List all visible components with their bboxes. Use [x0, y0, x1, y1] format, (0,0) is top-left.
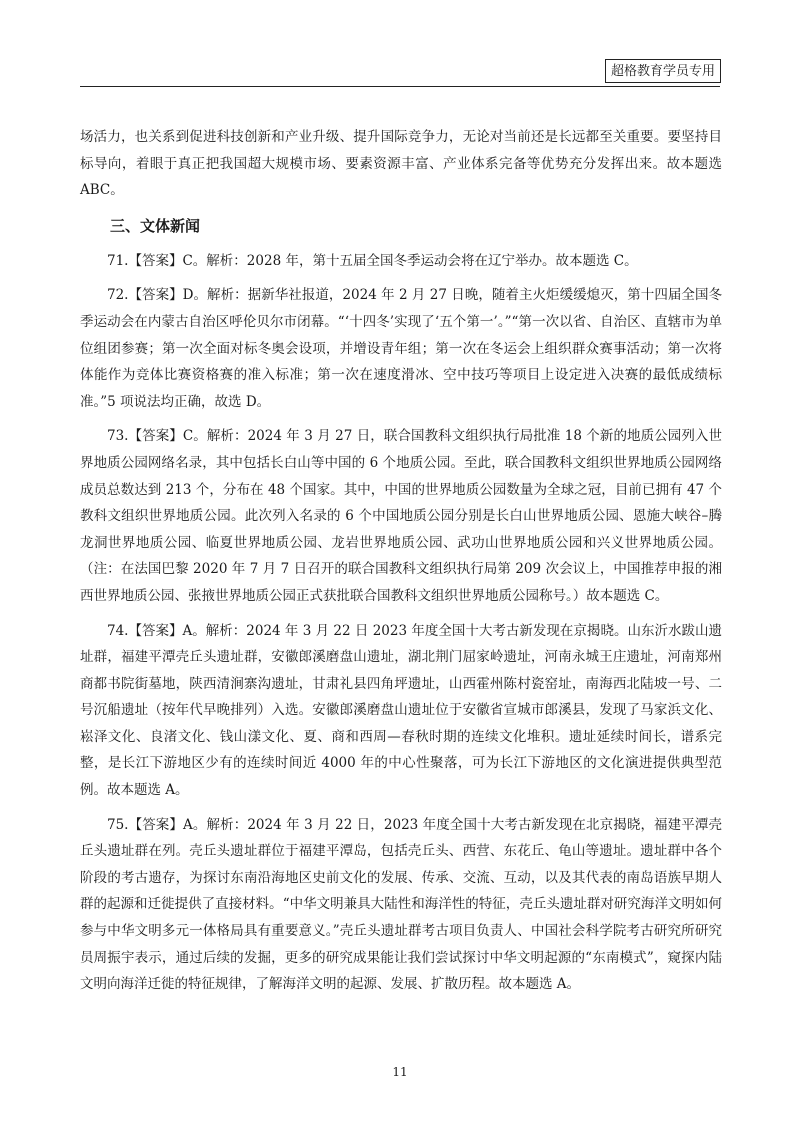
- document-body: [80, 124, 722, 1006]
- section-title: 三、文体新闻: [110, 216, 201, 235]
- answer-item-73: 73.【答案】C。解析：2024 年 3 月 27 日，联合国教科文组织执行局批准 18 个新的地质公园列入世界地质公园网络名录，其中包括长白山等中国的 6 个地质公园。至此，联合国教科文组织世界地质公园网络成员总数达到 213 个，分布在 48 个国家。其中，中国的世界地质公园数量为全球之冠，目前已拥有 47 个教科文组织世界地质公园。此次列入名录的 6 个中国地质公园分别是长白山世界地质公园、恩施大峡谷–腾龙洞世界地质公园、临夏世界地质公园、龙岩世界地质公园、武功山世界地质公园和兴义世界地质公园。（注：在法国巴黎 2020 年 7 月 7 日召开的联合国教科文组织执行局第 209 次会议上，中国推荐申报的湘西世界地质公园、张掖世界地质公园正式获批联合国教科文组织世界地质公园称号。）故本题选 C。: [80, 428, 722, 604]
- header-rule: [80, 86, 720, 87]
- answer-item-74: 74.【答案】A。解析：2024 年 3 月 22 日 2023 年度全国十大考古新发现在京揭晓。山东沂水跋山遗址群，福建平潭壳丘头遗址群，安徽郎溪磨盘山遗址，湖北荆门屈家岭遗址，河南永城王庄遗址，河南郑州商都书院街墓地，陕西清涧寨沟遗址，甘肃礼县四角坪遗址，山西霍州陈村瓷窑址，南海西北陆坡一号、二号沉船遗址（按年代早晚排列）入选。安徽郎溪磨盘山遗址位于安徽省宣城市郎溪县，发现了马家浜文化、崧泽文化、良渚文化、钱山漾文化、夏、商和西周—春秋时期的连续文化堆积。遗址延续时间长，谱系完整，是长江下游地区少有的连续时间近 4000 年的中心性聚落，可为长江下游地区的文化演进提供典型范例。故本题选 A。: [80, 622, 722, 799]
- answer-item-71: 71.【答案】C。解析：2028 年，第十五届全国冬季运动会将在辽宁举办。故本题选 C。: [107, 252, 638, 269]
- continuation-paragraph: 场活力，也关系到促进科技创新和产业升级、提升国际竞争力，无论对当前还是长远都至关重要。要坚持目标导向，着眼于真正把我国超大规模市场、要素资源丰富、产业体系完备等优势充分发挥出来。故本题选 ABC。: [80, 129, 722, 199]
- page-number: 11: [392, 1065, 408, 1079]
- header-tag: 超格教育学员专用: [605, 59, 721, 83]
- answer-item-72: 72.【答案】D。解析：据新华社报道，2024 年 2 月 27 日晚，随着主火炬缓缓熄灭，第十四届全国冬季运动会在内蒙古自治区呼伦贝尔市闭幕。“‘十四冬’实现了‘五个第一’。”“第一次以省、自治区、直辖市为单位组团参赛；第一次全面对标冬奥会设项，并增设青年组；第一次在冬运会上组织群众赛事活动；第一次将体能作为竞体比赛资格赛的准入标准；第一次在速度滑冰、空中技巧等项目上设定进入决赛的最低成绩标准。”5 项说法均正确，故选 D。: [80, 287, 722, 410]
- answer-item-75: 75.【答案】A。解析：2024 年 3 月 22 日，2023 年度全国十大考古新发现在北京揭晓，福建平潭壳丘头遗址群在列。壳丘头遗址群位于福建平潭岛，包括壳丘头、西营、东花丘、龟山等遗址。遗址群中各个阶段的考古遗存，为探讨东南沿海地区史前文化的发展、传承、交流、互动，以及其代表的南岛语族早期人群的起源和迁徙提供了直接材料。“中华文明兼具大陆性和海洋性的特征，壳丘头遗址群对研究海洋文明如何参与中华文明多元一体格局具有重要意义。”壳丘头遗址群考古项目负责人、中国社会科学院考古研究所研究员周振宇表示，通过后续的发掘，更多的研究成果能让我们尝试探讨中华文明起源的“东南模式”，窥探内陆文明向海洋迁徙的特征规律，了解海洋文明的起源、发展、扩散历程。故本题选 A。: [80, 816, 722, 993]
